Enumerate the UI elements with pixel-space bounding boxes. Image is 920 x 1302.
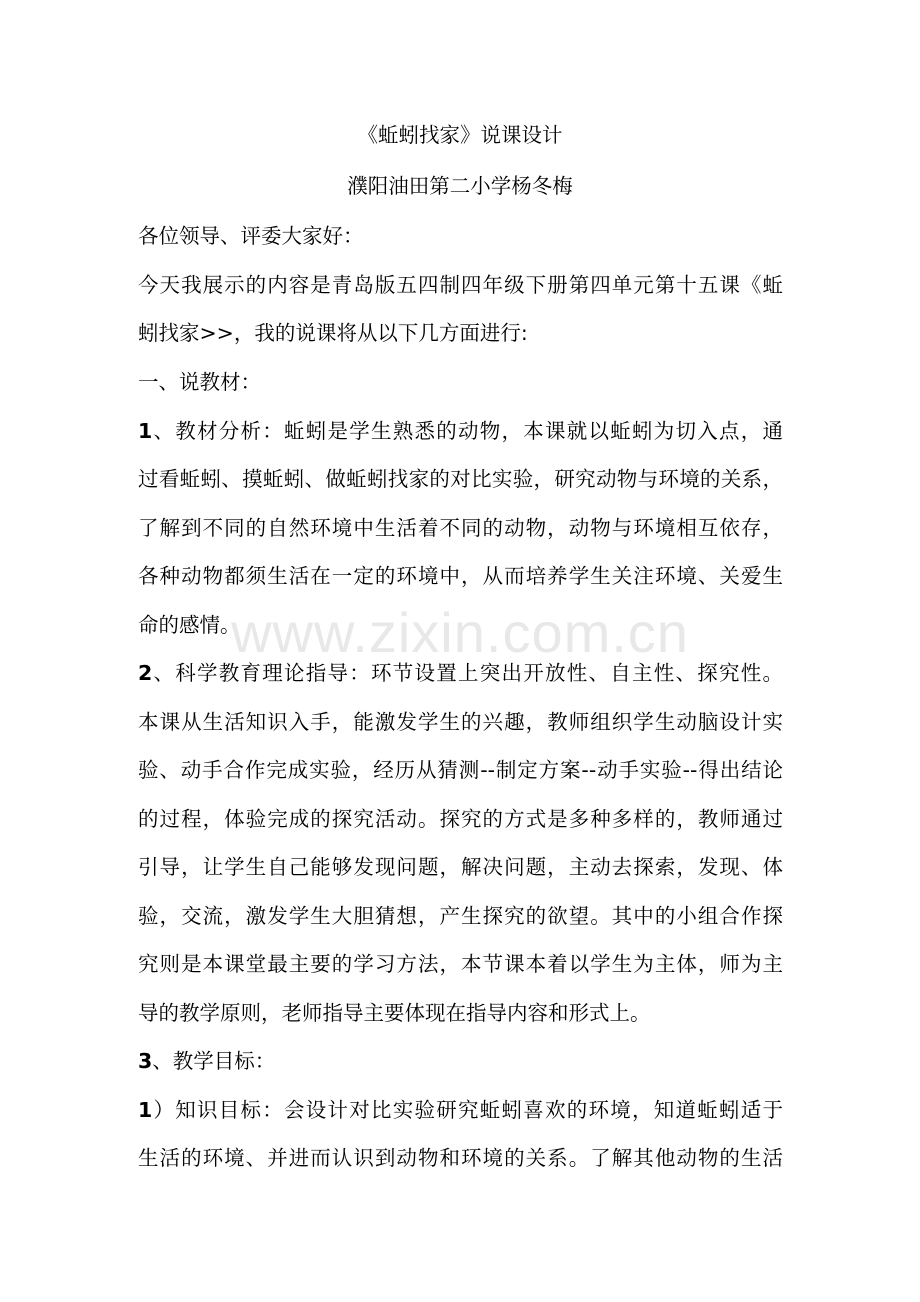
- paragraph-line: 验、动手合作完成实验，经历从猜测--制定方案--动手实验--得出结论: [138, 758, 783, 782]
- paragraph-line: 究则是本课堂最主要的学习方法，本节课本着以学生为主体，师为主: [138, 952, 783, 976]
- paragraph-line: 的过程，体验完成的探究活动。探究的方式是多种多样的，教师通过: [138, 807, 783, 831]
- paragraph-line: 1、教材分析：蚯蚓是学生熟悉的动物，本课就以蚯蚓为切入点，通: [138, 419, 783, 443]
- watermark: www.zixin.com.cn: [231, 601, 689, 664]
- paragraph-line: 1）知识目标：会设计对比实验研究蚯蚓喜欢的环境，知道蚯蚓适于: [138, 1098, 783, 1122]
- paragraph-line: 本课从生活知识入手，能激发学生的兴趣，教师组织学生动脑设计实: [138, 710, 783, 734]
- document-title: 《蚯蚓找家》说课设计: [357, 123, 563, 147]
- paragraph-line: 验，交流，激发学生大胆猜想，产生探究的欲望。其中的小组合作探: [138, 904, 783, 928]
- paragraph-line: 过看蚯蚓、摸蚯蚓、做蚯蚓找家的对比实验，研究动物与环境的关系，: [138, 467, 783, 491]
- paragraph-line: 2、科学教育理论指导：环节设置上突出开放性、自主性、探究性。: [138, 661, 783, 685]
- paragraph-line: 引导，让学生自己能够发现问题，解决问题，主动去探索，发现、体: [138, 855, 783, 879]
- section-heading: 一、说教材：: [138, 370, 261, 394]
- section-heading: 3、教学目标：: [138, 1049, 276, 1073]
- paragraph-line: 蚓找家>>，我的说课将从以下几方面进行:: [138, 321, 528, 345]
- paragraph-line: 命的感情。: [138, 613, 241, 637]
- paragraph-line: 导的教学原则，老师指导主要体现在指导内容和形式上。: [138, 1001, 651, 1025]
- paragraph-line: 了解到不同的自然环境中生活着不同的动物，动物与环境相互依存，: [138, 516, 783, 540]
- paragraph-line: 生活的环境、并进而认识到动物和环境的关系。了解其他动物的生活: [138, 1146, 783, 1170]
- paragraph-line: 各位领导、评委大家好：: [138, 224, 364, 248]
- paragraph-line: 今天我展示的内容是青岛版五四制四年级下册第四单元第十五课《蚯: [138, 273, 783, 297]
- document-author: 濮阳油田第二小学杨冬梅: [347, 174, 573, 198]
- paragraph-line: 各种动物都须生活在一定的环境中，从而培养学生关注环境、关爱生: [138, 564, 783, 588]
